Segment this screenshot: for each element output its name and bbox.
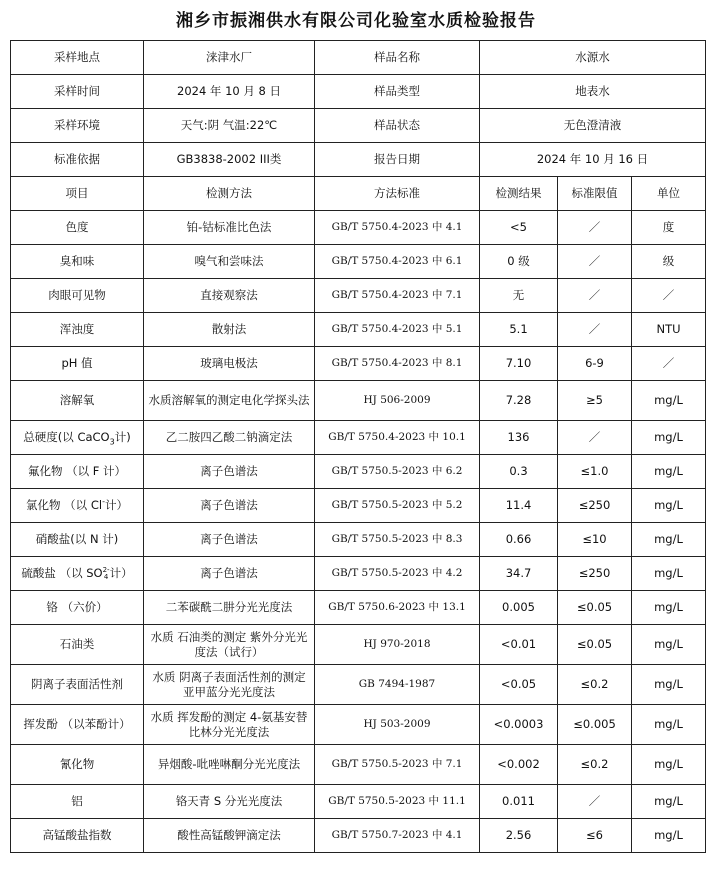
row-method-std: GB/T 5750.5-2023 中 5.2 <box>315 489 480 523</box>
row-method-std: GB/T 5750.5-2023 中 11.1 <box>315 785 480 819</box>
row-item-text: 计） <box>104 498 128 512</box>
row-item: 挥发酚 （以苯酚计） <box>11 705 144 745</box>
row-method: 水质溶解氧的测定电化学探头法 <box>144 381 315 421</box>
row-item-text: 计) <box>114 430 131 444</box>
row-item: 硝酸盐(以 N 计) <box>11 523 144 557</box>
row-result: <5 <box>480 211 558 245</box>
row-unit: mg/L <box>632 455 706 489</box>
row-unit: mg/L <box>632 705 706 745</box>
info-value: 天气:阴 气温:22℃ <box>144 109 315 143</box>
row-item <box>11 421 144 455</box>
row-item-sup: 2- <box>102 565 110 574</box>
row-unit: 度 <box>632 211 706 245</box>
row-limit: ≤0.05 <box>558 625 632 665</box>
row-item: 铬 （六价） <box>11 591 144 625</box>
report-title: 湘乡市振湘供水有限公司化验室水质检验报告 <box>176 11 536 31</box>
header-unit: 单位 <box>632 177 706 211</box>
table-row <box>11 705 706 745</box>
row-unit: NTU <box>632 313 706 347</box>
info-row <box>11 109 706 143</box>
table-row <box>11 591 706 625</box>
row-item: 高锰酸盐指数 <box>11 819 144 853</box>
row-method: 散射法 <box>144 313 315 347</box>
table-row <box>11 245 706 279</box>
table-row <box>11 455 706 489</box>
table-row <box>11 557 706 591</box>
info-row <box>11 143 706 177</box>
info-label: 标准依据 <box>11 143 144 177</box>
info-label: 报告日期 <box>315 143 480 177</box>
row-limit: ／ <box>558 245 632 279</box>
report-table <box>10 40 706 853</box>
row-method: 离子色谱法 <box>144 523 315 557</box>
row-result: 0.3 <box>480 455 558 489</box>
table-row <box>11 347 706 381</box>
row-result: 无 <box>480 279 558 313</box>
row-method-std: GB/T 5750.5-2023 中 8.3 <box>315 523 480 557</box>
header-limit: 标准限值 <box>558 177 632 211</box>
row-result: 0.005 <box>480 591 558 625</box>
header-row <box>11 177 706 211</box>
row-result: 11.4 <box>480 489 558 523</box>
row-method-std: HJ 506-2009 <box>315 381 480 421</box>
info-label: 样品名称 <box>315 41 480 75</box>
table-row <box>11 489 706 523</box>
info-value: 涞津水厂 <box>144 41 315 75</box>
row-item: 石油类 <box>11 625 144 665</box>
row-unit: mg/L <box>632 785 706 819</box>
row-item-text: 总硬度(以 CaCO <box>23 430 110 444</box>
row-result: 5.1 <box>480 313 558 347</box>
row-result: 34.7 <box>480 557 558 591</box>
row-method: 直接观察法 <box>144 279 315 313</box>
header-method-std: 方法标准 <box>315 177 480 211</box>
row-limit: ≤0.2 <box>558 665 632 705</box>
header-item: 项目 <box>11 177 144 211</box>
row-result: 0.66 <box>480 523 558 557</box>
row-item-text: 硫酸盐 （以 SO <box>21 566 103 580</box>
info-row <box>11 75 706 109</box>
row-limit: ≤1.0 <box>558 455 632 489</box>
row-unit: ／ <box>632 347 706 381</box>
row-limit: ≤250 <box>558 489 632 523</box>
row-method-std: GB/T 5750.4-2023 中 8.1 <box>315 347 480 381</box>
row-method-std: HJ 503-2009 <box>315 705 480 745</box>
info-label: 采样时间 <box>11 75 144 109</box>
row-item: pH 值 <box>11 347 144 381</box>
row-method: 离子色谱法 <box>144 455 315 489</box>
info-label: 采样环境 <box>11 109 144 143</box>
row-limit: ≤0.2 <box>558 745 632 785</box>
info-row <box>11 41 706 75</box>
table-row <box>11 211 706 245</box>
row-item: 氰化物 <box>11 745 144 785</box>
row-method-std: GB/T 5750.4-2023 中 10.1 <box>315 421 480 455</box>
row-method: 铬天青 S 分光光度法 <box>144 785 315 819</box>
row-result: 0.011 <box>480 785 558 819</box>
row-method: 乙二胺四乙酸二钠滴定法 <box>144 421 315 455</box>
row-limit: ≤0.005 <box>558 705 632 745</box>
row-unit: mg/L <box>632 421 706 455</box>
row-limit: 6-9 <box>558 347 632 381</box>
row-method: 酸性高锰酸钾滴定法 <box>144 819 315 853</box>
row-method-std: GB/T 5750.5-2023 中 6.2 <box>315 455 480 489</box>
info-value: 水源水 <box>480 41 706 75</box>
row-result: <0.01 <box>480 625 558 665</box>
row-limit: ／ <box>558 279 632 313</box>
row-result: <0.0003 <box>480 705 558 745</box>
row-item: 色度 <box>11 211 144 245</box>
row-item-text: 氯化物 （以 Cl <box>26 498 103 512</box>
row-item: 铝 <box>11 785 144 819</box>
row-unit: mg/L <box>632 665 706 705</box>
row-method-std: HJ 970-2018 <box>315 625 480 665</box>
row-limit: ≤0.05 <box>558 591 632 625</box>
row-limit: ／ <box>558 785 632 819</box>
row-method-std: GB/T 5750.4-2023 中 4.1 <box>315 211 480 245</box>
row-unit: ／ <box>632 279 706 313</box>
info-label: 样品状态 <box>315 109 480 143</box>
row-result: 0 级 <box>480 245 558 279</box>
info-value: 2024 年 10 月 16 日 <box>480 143 706 177</box>
row-method: 异烟酸-吡唑啉酮分光光度法 <box>144 745 315 785</box>
row-limit: ≤10 <box>558 523 632 557</box>
table-row <box>11 745 706 785</box>
row-item: 浑浊度 <box>11 313 144 347</box>
row-result: 136 <box>480 421 558 455</box>
row-unit: mg/L <box>632 745 706 785</box>
row-method: 离子色谱法 <box>144 557 315 591</box>
row-unit: mg/L <box>632 489 706 523</box>
info-value: 2024 年 10 月 8 日 <box>144 75 315 109</box>
row-method: 玻璃电极法 <box>144 347 315 381</box>
row-result: <0.002 <box>480 745 558 785</box>
row-result: 7.10 <box>480 347 558 381</box>
info-label: 采样地点 <box>11 41 144 75</box>
row-method: 水质 阴离子表面活性剂的测定 亚甲蓝分光光度法 <box>144 665 315 705</box>
header-method: 检测方法 <box>144 177 315 211</box>
row-method-std: GB/T 5750.4-2023 中 7.1 <box>315 279 480 313</box>
row-item-sup: - <box>102 497 105 507</box>
row-unit: mg/L <box>632 819 706 853</box>
row-limit: ／ <box>558 421 632 455</box>
row-result: 7.28 <box>480 381 558 421</box>
row-result: 2.56 <box>480 819 558 853</box>
row-limit: ≥5 <box>558 381 632 421</box>
row-item: 臭和味 <box>11 245 144 279</box>
row-method-std: GB/T 5750.6-2023 中 13.1 <box>315 591 480 625</box>
row-unit: mg/L <box>632 591 706 625</box>
row-method-std: GB/T 5750.4-2023 中 5.1 <box>315 313 480 347</box>
table-row <box>11 313 706 347</box>
row-method: 嗅气和尝味法 <box>144 245 315 279</box>
table-row <box>11 523 706 557</box>
row-method-std: GB/T 5750.5-2023 中 7.1 <box>315 745 480 785</box>
info-label: 样品类型 <box>315 75 480 109</box>
row-item-sub: 4 <box>103 572 109 581</box>
table-row <box>11 279 706 313</box>
table-row <box>11 421 706 455</box>
row-limit: ／ <box>558 211 632 245</box>
row-limit: ／ <box>558 313 632 347</box>
row-method: 水质 石油类的测定 紫外分光光度法（试行） <box>144 625 315 665</box>
row-unit: 级 <box>632 245 706 279</box>
row-method: 离子色谱法 <box>144 489 315 523</box>
table-row <box>11 625 706 665</box>
info-value: GB3838-2002 III类 <box>144 143 315 177</box>
row-unit: mg/L <box>632 625 706 665</box>
table-row <box>11 785 706 819</box>
row-item <box>11 489 144 523</box>
table-row <box>11 381 706 421</box>
info-value: 无色澄清液 <box>480 109 706 143</box>
row-limit: ≤250 <box>558 557 632 591</box>
row-item: 氟化物 （以 F 计） <box>11 455 144 489</box>
table-row <box>11 819 706 853</box>
row-method-std: GB 7494-1987 <box>315 665 480 705</box>
table-row <box>11 665 706 705</box>
header-result: 检测结果 <box>480 177 558 211</box>
row-item: 肉眼可见物 <box>11 279 144 313</box>
row-method: 二苯碳酰二肼分光光度法 <box>144 591 315 625</box>
row-method-std: GB/T 5750.7-2023 中 4.1 <box>315 819 480 853</box>
row-method-std: GB/T 5750.5-2023 中 4.2 <box>315 557 480 591</box>
row-item: 溶解氧 <box>11 381 144 421</box>
row-method: 铂-钴标准比色法 <box>144 211 315 245</box>
row-method: 水质 挥发酚的测定 4-氨基安替比林分光光度法 <box>144 705 315 745</box>
row-unit: mg/L <box>632 557 706 591</box>
info-value: 地表水 <box>480 75 706 109</box>
row-unit: mg/L <box>632 381 706 421</box>
row-item: 阴离子表面活性剂 <box>11 665 144 705</box>
row-unit: mg/L <box>632 523 706 557</box>
row-item-text: 计） <box>109 566 133 580</box>
row-item-sub: 3 <box>109 437 115 447</box>
row-result: <0.05 <box>480 665 558 705</box>
row-limit: ≤6 <box>558 819 632 853</box>
row-method-std: GB/T 5750.4-2023 中 6.1 <box>315 245 480 279</box>
row-item <box>11 557 144 591</box>
